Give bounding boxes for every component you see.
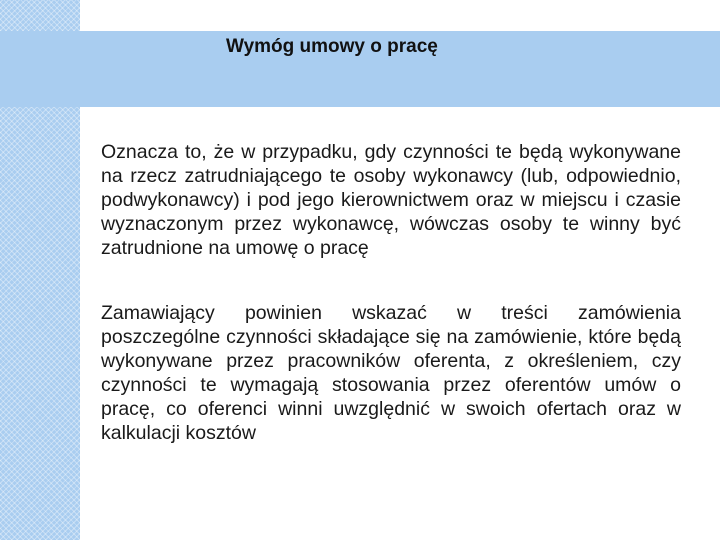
paragraph-1: Oznacza to, że w przypadku, gdy czynności te będą wykonywane na rzecz zatrudniającego te osoby wykonawcy (lub, odpowiednio, podwykonawcy) i pod jego kierownictwem oraz w miejscu i czasie wyznaczonym przez wykonawcę, wówczas osoby te winny być zatrudnione na umowę o pracę <box>101 141 681 259</box>
slide-content <box>101 140 681 445</box>
slide-title: Wymóg umowy o pracę <box>226 36 438 57</box>
paragraph-2: Zamawiający powinien wskazać w treści zamówienia poszczególne czynności składające się na zamówienie, które będą wykonywane przez pracowników oferenta, z określeniem, czy czynności te wymagają stosowania przez oferentów umów o pracę, co oferenci winni uwzględnić w swoich ofertach oraz w kalkulacji kosztów <box>101 302 681 444</box>
